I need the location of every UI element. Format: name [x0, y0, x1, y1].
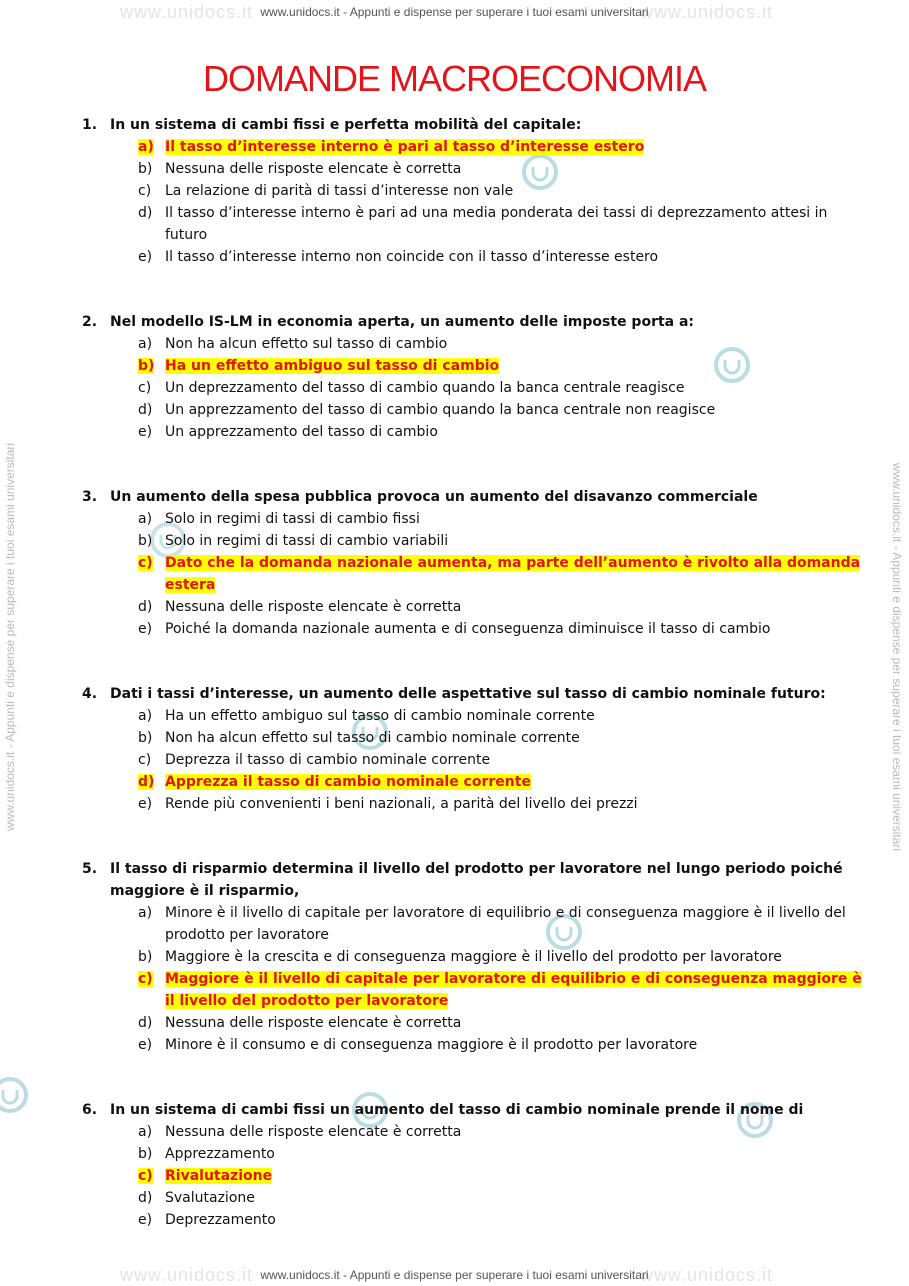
answer-label-text: b): [138, 533, 153, 549]
question-line: [82, 311, 862, 333]
answer-option: [82, 727, 862, 749]
answer-label-text: b): [138, 161, 153, 177]
question-number: 4.: [82, 686, 98, 702]
faint-watermark-bottom-right: www.unidocs.it: [640, 1265, 774, 1285]
answer-label-text: d): [138, 774, 155, 790]
question-line: [82, 1099, 862, 1121]
answer-text-block: [165, 180, 862, 202]
footer-watermark: www.unidocs.it - Appunti e dispense per superare i tuoi esami universitari: [260, 1268, 649, 1282]
answer-text: Nessuna delle risposte elencate è corretta: [165, 1015, 462, 1031]
answer-option: [82, 705, 862, 727]
answer-text-block: [165, 246, 862, 268]
answer-text: Deprezzamento: [165, 1212, 276, 1228]
answer-text-block: [165, 1034, 862, 1056]
answer-option: [82, 508, 862, 530]
question-number: 3.: [82, 489, 98, 505]
answer-option: [82, 902, 862, 946]
answer-label: [138, 399, 165, 421]
answer-text: Rende più convenienti i beni nazionali, a parità del livello dei prezzi: [165, 796, 638, 812]
answer-text: Non ha alcun effetto sul tasso di cambio nominale corrente: [165, 730, 580, 746]
right-side-watermark: www.unidocs.it - Appunti e dispense per superare i tuoi esami universitari: [890, 462, 904, 852]
answer-label-text: d): [138, 1015, 153, 1031]
correct-answer-option: [82, 1165, 862, 1187]
answer-text-block: [165, 1187, 862, 1209]
answer-label-text: c): [138, 752, 152, 768]
answer-option: [82, 202, 862, 246]
answer-text-block: [165, 421, 862, 443]
question-line: [82, 683, 862, 705]
answer-label: [138, 246, 165, 268]
answer-label-text: a): [138, 1124, 153, 1140]
answer-text-block: [165, 596, 862, 618]
answer-text: Nessuna delle risposte elencate è corretta: [165, 599, 462, 615]
question-3: [82, 486, 862, 640]
answer-label: [138, 136, 165, 158]
answer-text-block: [165, 355, 862, 377]
answer-text-block: [165, 158, 862, 180]
answer-label-text: c): [138, 1168, 153, 1184]
answer-option: [82, 1121, 862, 1143]
answer-option: [82, 333, 862, 355]
answer-text: Apprezzamento: [165, 1146, 275, 1162]
answer-text-block: [165, 552, 862, 596]
answer-option: [82, 421, 862, 443]
answer-text-block: [165, 1165, 862, 1187]
answer-option: [82, 158, 862, 180]
correct-answer-option: [82, 136, 862, 158]
answer-text: Ha un effetto ambiguo sul tasso di cambio nominale corrente: [165, 708, 595, 724]
answer-label: [138, 333, 165, 355]
answer-option: [82, 946, 862, 968]
answer-text-block: [165, 508, 862, 530]
answer-label: [138, 421, 165, 443]
answer-label-text: d): [138, 599, 153, 615]
answer-text: Maggiore è il livello di capitale per lavoratore di equilibrio e di conseguenza maggiore è il livello del prodotto per lavoratore: [165, 971, 862, 1009]
answer-label-text: e): [138, 1037, 153, 1053]
answer-text-block: [165, 705, 862, 727]
answer-label: [138, 552, 165, 596]
answer-label: [138, 1121, 165, 1143]
answer-option: [82, 1034, 862, 1056]
question-number: 5.: [82, 861, 98, 877]
faint-watermark-top-right: www.unidocs.it: [640, 2, 774, 22]
faint-watermark-top: www.unidocs.it: [120, 2, 254, 22]
faint-watermark-bottom: www.unidocs.it: [120, 1265, 254, 1285]
answer-label-text: e): [138, 796, 153, 812]
question-text: Nel modello IS-LM in economia aperta, un aumento delle imposte porta a:: [110, 314, 695, 330]
answer-text: La relazione di parità di tassi d’interesse non vale: [165, 183, 514, 199]
answer-label-text: d): [138, 402, 153, 418]
answer-text-block: [165, 202, 862, 246]
correct-answer-option: [82, 552, 862, 596]
answer-text-block: [165, 136, 862, 158]
answer-option: [82, 618, 862, 640]
answer-text-block: [165, 1143, 862, 1165]
answer-text: Maggiore è la crescita e di conseguenza maggiore è il livello del prodotto per lavoratore: [165, 949, 782, 965]
answer-option: [82, 793, 862, 815]
answer-text-block: [165, 793, 862, 815]
answer-label: [138, 596, 165, 618]
answer-option: [82, 180, 862, 202]
answer-label-text: d): [138, 1190, 153, 1206]
answer-label-text: e): [138, 1212, 153, 1228]
answer-text-block: [165, 399, 862, 421]
answer-label: [138, 727, 165, 749]
question-4: [82, 683, 862, 815]
answer-text: Nessuna delle risposte elencate è corretta: [165, 1124, 462, 1140]
answer-label-text: a): [138, 708, 153, 724]
answer-label: [138, 1165, 165, 1187]
answer-text-block: [165, 618, 862, 640]
correct-answer-option: [82, 968, 862, 1012]
answer-label-text: c): [138, 971, 153, 987]
answer-label: [138, 1187, 165, 1209]
answer-label: [138, 618, 165, 640]
answer-label: [138, 202, 165, 246]
answer-label-text: d): [138, 205, 153, 221]
question-line: [82, 486, 862, 508]
answer-option: [82, 246, 862, 268]
answer-text: Il tasso d’interesse interno è pari al tasso d’interesse estero: [165, 139, 645, 155]
answer-text: Non ha alcun effetto sul tasso di cambio: [165, 336, 448, 352]
question-number: 1.: [82, 117, 98, 133]
unidocs-logo-icon: [0, 1075, 30, 1115]
answer-label-text: a): [138, 511, 153, 527]
answer-option: [82, 596, 862, 618]
answer-label: [138, 793, 165, 815]
answer-text-block: [165, 946, 862, 968]
correct-answer-option: [82, 771, 862, 793]
question-6: [82, 1099, 862, 1231]
answer-text: Deprezza il tasso di cambio nominale corrente: [165, 752, 491, 768]
answer-text-block: [165, 727, 862, 749]
answer-text: Poiché la domanda nazionale aumenta e di conseguenza diminuisce il tasso di cambio: [165, 621, 771, 637]
answer-text: Dato che la domanda nazionale aumenta, ma parte dell’aumento è rivolto alla domanda estera: [165, 555, 861, 593]
answer-label: [138, 377, 165, 399]
answer-option: [82, 1012, 862, 1034]
answer-label-text: c): [138, 183, 152, 199]
answer-option: [82, 377, 862, 399]
answer-label-text: c): [138, 555, 153, 571]
answer-label: [138, 968, 165, 1012]
answer-label: [138, 946, 165, 968]
answer-label: [138, 1143, 165, 1165]
answer-label-text: a): [138, 336, 153, 352]
answer-option: [82, 399, 862, 421]
question-2: [82, 311, 862, 443]
answer-text-block: [165, 530, 862, 552]
question-5: [82, 858, 862, 1056]
answer-label: [138, 771, 165, 793]
correct-answer-option: [82, 355, 862, 377]
answer-text: Il tasso d’interesse interno è pari ad una media ponderata dei tassi di deprezzamento attesi in futuro: [165, 205, 828, 243]
answer-label-text: e): [138, 424, 153, 440]
left-side-watermark: www.unidocs.it - Appunti e dispense per superare i tuoi esami universitari: [3, 442, 17, 832]
answer-text: Il tasso d’interesse interno non coincide con il tasso d’interesse estero: [165, 249, 659, 265]
header-watermark: www.unidocs.it - Appunti e dispense per superare i tuoi esami universitari: [260, 5, 649, 19]
question-list: [82, 114, 862, 1274]
answer-text: Solo in regimi di tassi di cambio fissi: [165, 511, 420, 527]
answer-label: [138, 749, 165, 771]
answer-option: [82, 1209, 862, 1231]
page-title: DOMANDE MACROECONOMIA: [202, 58, 707, 99]
answer-text: Un apprezzamento del tasso di cambio quando la banca centrale non reagisce: [165, 402, 716, 418]
question-line: [82, 114, 862, 136]
answer-label: [138, 902, 165, 946]
answer-option: [82, 530, 862, 552]
answer-text-block: [165, 902, 862, 946]
answer-text: Un deprezzamento del tasso di cambio quando la banca centrale reagisce: [165, 380, 685, 396]
answer-label-text: b): [138, 949, 153, 965]
answer-option: [82, 1187, 862, 1209]
answer-label-text: b): [138, 730, 153, 746]
answer-label-text: a): [138, 139, 154, 155]
answer-text-block: [165, 749, 862, 771]
answer-text-block: [165, 1121, 862, 1143]
question-text: Un aumento della spesa pubblica provoca un aumento del disavanzo commerciale: [110, 489, 758, 505]
answer-text: Minore è il consumo e di conseguenza maggiore è il prodotto per lavoratore: [165, 1037, 698, 1053]
answer-label: [138, 530, 165, 552]
answer-text-block: [165, 333, 862, 355]
answer-text: Rivalutazione: [165, 1168, 273, 1184]
answer-label: [138, 180, 165, 202]
answer-option: [82, 1143, 862, 1165]
answer-label: [138, 1034, 165, 1056]
answer-label-text: b): [138, 1146, 153, 1162]
answer-label-text: e): [138, 249, 153, 265]
answer-text: Un apprezzamento del tasso di cambio: [165, 424, 438, 440]
question-1: [82, 114, 862, 268]
question-text: In un sistema di cambi fissi e perfetta mobilità del capitale:: [110, 117, 582, 133]
answer-text: Minore è il livello di capitale per lavoratore di equilibrio e di conseguenza maggiore è il livello del prodotto per lavoratore: [165, 905, 846, 943]
answer-text-block: [165, 1209, 862, 1231]
question-line: [82, 858, 862, 902]
answer-label-text: c): [138, 380, 152, 396]
answer-text-block: [165, 377, 862, 399]
answer-text-block: [165, 1012, 862, 1034]
question-number: 6.: [82, 1102, 98, 1118]
answer-text: Svalutazione: [165, 1190, 255, 1206]
answer-option: [82, 749, 862, 771]
question-text: Il tasso di risparmio determina il livello del prodotto per lavoratore nel lungo periodo poiché maggiore è il risparmio,: [110, 861, 843, 899]
answer-label: [138, 355, 165, 377]
question-text: In un sistema di cambi fissi un aumento del tasso di cambio nominale prende il nome di: [110, 1102, 804, 1118]
answer-label: [138, 508, 165, 530]
answer-text: Solo in regimi di tassi di cambio variabili: [165, 533, 449, 549]
question-number: 2.: [82, 314, 98, 330]
answer-label: [138, 705, 165, 727]
question-text: Dati i tassi d’interesse, un aumento delle aspettative sul tasso di cambio nominale futuro:: [110, 686, 826, 702]
answer-text: Nessuna delle risposte elencate è corretta: [165, 161, 462, 177]
answer-label: [138, 1012, 165, 1034]
answer-text: Ha un effetto ambiguo sul tasso di cambio: [165, 358, 500, 374]
answer-text-block: [165, 771, 862, 793]
answer-text: Apprezza il tasso di cambio nominale corrente: [165, 774, 531, 790]
answer-text-block: [165, 968, 862, 1012]
answer-label-text: a): [138, 905, 153, 921]
answer-label: [138, 158, 165, 180]
answer-label-text: b): [138, 358, 155, 374]
answer-label-text: e): [138, 621, 153, 637]
answer-label: [138, 1209, 165, 1231]
